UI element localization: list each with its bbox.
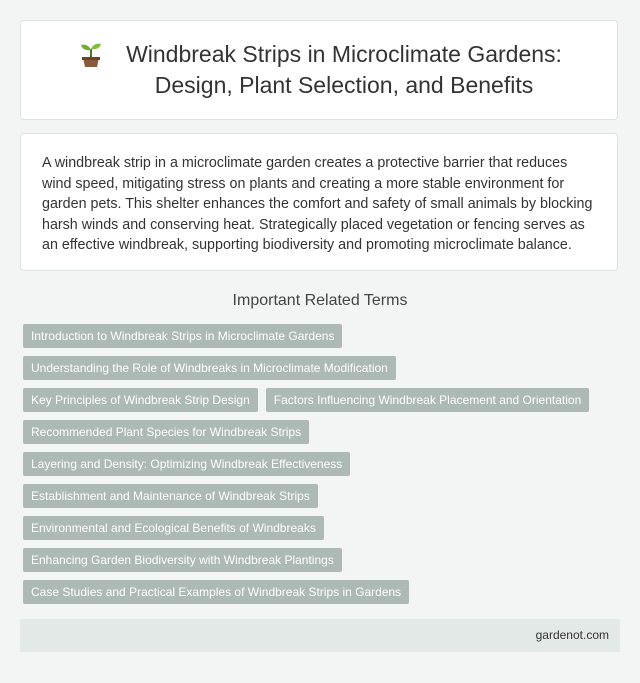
term-row xyxy=(23,452,619,484)
related-terms-heading: Important Related Terms xyxy=(232,292,408,309)
term-row xyxy=(23,548,619,580)
term-tag[interactable]: Understanding the Role of Windbreaks in Microclimate Modification xyxy=(23,356,396,380)
footer xyxy=(20,619,620,652)
title-card xyxy=(20,20,618,120)
term-tag[interactable]: Environmental and Ecological Benefits of Windbreaks xyxy=(23,516,324,540)
description-card xyxy=(20,133,618,271)
description-text: A windbreak strip in a microclimate garden creates a protective barrier that reduces wind speed, mitigating stress on plants and creating a more stable environment for garden pets. This shelter enhances the comfort and safety of small animals by blocking harsh winds and conserving heat. Strategically placed vegetation or fencing serves as an effective windbreak, supporting biodiversity and promoting microclimate balance. xyxy=(42,155,593,253)
term-tag[interactable]: Factors Influencing Windbreak Placement and Orientation xyxy=(266,388,590,412)
footer-site-link[interactable]: gardenot.com xyxy=(535,628,609,642)
title-line-2: Design, Plant Selection, and Benefits xyxy=(154,72,534,98)
term-row xyxy=(23,516,619,548)
term-tag[interactable]: Enhancing Garden Biodiversity with Windbreak Plantings xyxy=(23,548,342,572)
term-tag[interactable]: Case Studies and Practical Examples of Windbreak Strips in Gardens xyxy=(23,580,409,604)
term-tag[interactable]: Layering and Density: Optimizing Windbreak Effectiveness xyxy=(23,452,350,476)
term-row xyxy=(23,324,619,356)
sprout-icon xyxy=(76,39,106,69)
term-row xyxy=(23,580,619,612)
term-tag[interactable]: Key Principles of Windbreak Strip Design xyxy=(23,388,258,412)
term-tag[interactable]: Introduction to Windbreak Strips in Microclimate Gardens xyxy=(23,324,342,348)
title-wrap xyxy=(76,39,562,101)
page-title xyxy=(126,39,562,101)
related-terms-list xyxy=(23,324,619,612)
term-tag[interactable]: Establishment and Maintenance of Windbreak Strips xyxy=(23,484,318,508)
term-tag[interactable]: Recommended Plant Species for Windbreak Strips xyxy=(23,420,309,444)
term-row xyxy=(23,420,619,452)
term-row xyxy=(23,484,619,516)
term-row xyxy=(23,356,619,388)
term-row xyxy=(23,388,619,420)
title-line-1: Windbreak Strips in Microclimate Gardens: xyxy=(126,41,562,67)
